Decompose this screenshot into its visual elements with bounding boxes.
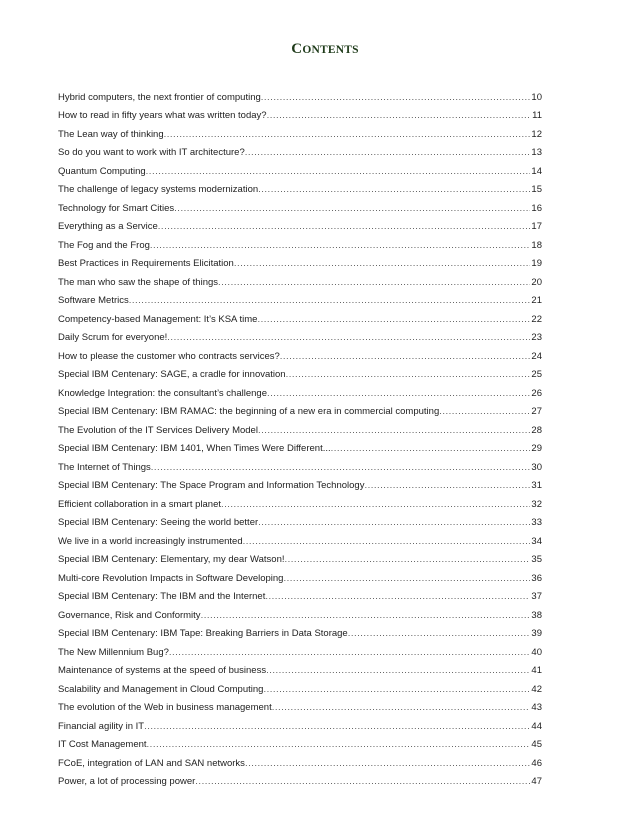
toc-entry-page: 42: [531, 683, 542, 695]
toc-entry-page: 21: [531, 295, 542, 306]
toc-entry-title: Scalability and Management in Cloud Computing: [58, 683, 264, 695]
dot-leader: [331, 443, 531, 454]
toc-entry-page: 11: [532, 110, 542, 121]
toc-entry[interactable]: [58, 436, 542, 455]
toc-entry-title: Special IBM Centenary: The Space Program and Information Technology: [58, 480, 365, 491]
toc-entry[interactable]: [58, 602, 542, 621]
toc-entry-page: 14: [531, 165, 542, 177]
toc-entry-page: 12: [531, 128, 542, 140]
toc-entry-title: The challenge of legacy systems modernization: [58, 184, 259, 195]
toc-entry-page: 17: [531, 221, 542, 232]
toc-entry[interactable]: [58, 676, 542, 695]
toc-entry[interactable]: [58, 510, 542, 529]
toc-entry[interactable]: [58, 103, 542, 122]
toc-entry-title: IT Cost Management: [58, 739, 147, 750]
dot-leader: [245, 147, 531, 158]
toc-entry[interactable]: [58, 639, 542, 658]
toc-entry-page: 16: [531, 202, 542, 214]
toc-entry-title: Special IBM Centenary: SAGE, a cradle for innovation: [58, 369, 286, 380]
toc-entry-page: 23: [531, 332, 542, 343]
toc-entry-title: FCoE, integration of LAN and SAN networks: [58, 757, 245, 769]
toc-entry[interactable]: [58, 195, 542, 214]
dot-leader: [201, 610, 531, 621]
toc-entry[interactable]: [58, 473, 542, 492]
toc-entry[interactable]: [58, 547, 542, 566]
dot-leader: [258, 517, 530, 528]
dot-leader: [439, 406, 530, 417]
toc-entry-title: The New Millennium Bug?: [58, 646, 169, 658]
toc-entry-page: 43: [531, 702, 542, 713]
toc-entry-page: 30: [531, 461, 542, 473]
toc-entry-page: 10: [531, 91, 542, 103]
toc-entry[interactable]: [58, 417, 542, 436]
toc-entry[interactable]: [58, 140, 542, 159]
toc-entry-title: Governance, Risk and Conformity: [58, 609, 201, 621]
dot-leader: [261, 92, 531, 103]
toc-entry-page: 27: [531, 406, 542, 417]
dot-leader: [174, 203, 530, 214]
toc-entry[interactable]: [58, 565, 542, 584]
dot-leader: [167, 332, 530, 343]
dot-leader: [164, 129, 531, 140]
title-initial: C: [291, 41, 303, 57]
toc-entry[interactable]: [58, 121, 542, 140]
toc-entry-page: 39: [531, 628, 542, 639]
dot-leader: [147, 739, 531, 750]
dot-leader: [263, 684, 530, 695]
toc-entry[interactable]: [58, 769, 542, 788]
toc-entry-page: 47: [531, 776, 542, 787]
toc-entry-title: Knowledge Integration: the consultant’s challenge: [58, 387, 267, 399]
toc-entry-page: 38: [531, 609, 542, 621]
toc-entry-title: How to read in fifty years what was written today?: [58, 110, 267, 121]
dot-leader: [129, 295, 531, 306]
toc-entry-title: The Lean way of thinking: [58, 128, 164, 140]
toc-entry[interactable]: [58, 325, 542, 344]
toc-entry-page: 37: [531, 591, 542, 602]
dot-leader: [258, 425, 530, 436]
toc-entry[interactable]: [58, 380, 542, 399]
toc-entry[interactable]: [58, 214, 542, 233]
dot-leader: [243, 536, 531, 547]
page-title: [0, 41, 638, 58]
toc-entry[interactable]: [58, 695, 542, 714]
dot-leader: [169, 647, 531, 658]
toc-entry[interactable]: [58, 362, 542, 381]
toc-entry[interactable]: [58, 177, 542, 196]
toc-entry-page: 29: [531, 443, 542, 454]
toc-entry[interactable]: [58, 713, 542, 732]
title-rest: ONTENTS: [302, 44, 359, 56]
toc-entry-page: 34: [531, 535, 542, 547]
toc-entry-title: Maintenance of systems at the speed of business: [58, 665, 267, 676]
toc-entry[interactable]: [58, 269, 542, 288]
toc-entry-page: 35: [531, 554, 542, 565]
toc-entry-title: The Internet of Things: [58, 461, 151, 473]
table-of-contents: [58, 84, 542, 787]
dot-leader: [258, 184, 530, 195]
toc-entry-title: Multi-core Revolution Impacts in Software Developing: [58, 572, 284, 584]
toc-entry[interactable]: [58, 232, 542, 251]
toc-entry-page: 33: [531, 517, 542, 528]
toc-entry-title: Quantum Computing: [58, 165, 146, 177]
toc-entry-title: Special IBM Centenary: IBM 1401, When Times Were Different...: [58, 443, 331, 454]
toc-entry-page: 13: [531, 147, 542, 158]
toc-entry-page: 41: [531, 665, 542, 676]
dot-leader: [234, 258, 531, 269]
toc-entry-title: How to please the customer who contracts services?: [58, 350, 280, 362]
toc-entry-title: Power, a lot of processing power: [58, 776, 196, 787]
toc-entry-page: 20: [531, 276, 542, 288]
toc-entry[interactable]: [58, 750, 542, 769]
toc-entry-title: The evolution of the Web in business management: [58, 702, 272, 713]
dot-leader: [280, 351, 531, 362]
toc-entry-title: Special IBM Centenary: The IBM and the Internet: [58, 591, 266, 602]
toc-entry[interactable]: [58, 528, 542, 547]
dot-leader: [272, 702, 531, 713]
toc-entry-page: 15: [531, 184, 542, 195]
dot-leader: [286, 369, 531, 380]
dot-leader: [150, 240, 531, 251]
toc-entry-title: Software Metrics: [58, 295, 129, 306]
toc-entry-title: Financial agility in IT: [58, 720, 145, 732]
dot-leader: [144, 721, 530, 732]
dot-leader: [267, 388, 530, 399]
dot-leader: [195, 776, 530, 787]
toc-entry-title: Efficient collaboration in a smart planet: [58, 498, 221, 510]
toc-entry[interactable]: [58, 454, 542, 473]
toc-entry-page: 36: [531, 572, 542, 584]
toc-entry[interactable]: [58, 158, 542, 177]
toc-entry-title: Hybrid computers, the next frontier of computing: [58, 91, 261, 103]
toc-entry-page: 26: [531, 387, 542, 399]
dot-leader: [267, 110, 532, 121]
toc-entry-page: 32: [531, 498, 542, 510]
toc-entry-page: 24: [531, 350, 542, 362]
toc-entry-page: 40: [531, 646, 542, 658]
toc-entry-page: 28: [531, 424, 542, 436]
toc-entry-title: Technology for Smart Cities: [58, 202, 175, 214]
toc-entry[interactable]: [58, 288, 542, 307]
toc-entry-page: 22: [531, 313, 542, 325]
toc-entry[interactable]: [58, 658, 542, 677]
toc-entry-page: 18: [531, 239, 542, 251]
toc-entry-page: 44: [531, 720, 542, 732]
toc-entry-title: Special IBM Centenary: Elementary, my dear Watson!: [58, 554, 285, 565]
toc-entry[interactable]: [58, 84, 542, 103]
dot-leader: [158, 221, 531, 232]
toc-entry-title: Special IBM Centenary: IBM RAMAC: the beginning of a new era in commercial computing: [58, 406, 440, 417]
toc-entry-title: Daily Scrum for everyone!: [58, 332, 168, 343]
toc-entry[interactable]: [58, 251, 542, 270]
toc-entry-page: 45: [531, 739, 542, 750]
dot-leader: [266, 665, 530, 676]
dot-leader: [146, 166, 531, 177]
dot-leader: [221, 499, 530, 510]
toc-entry-title: The Evolution of the IT Services Delivery Model: [58, 424, 258, 436]
dot-leader: [285, 554, 531, 565]
dot-leader: [265, 591, 530, 602]
toc-entry[interactable]: [58, 306, 542, 325]
toc-entry-title: The Fog and the Frog: [58, 239, 150, 251]
toc-entry-title: Special IBM Centenary: IBM Tape: Breaking Barriers in Data Storage: [58, 628, 348, 639]
dot-leader: [245, 758, 530, 769]
toc-entry[interactable]: [58, 584, 542, 603]
toc-entry-title: Competency-based Management: It’s KSA time: [58, 313, 258, 325]
dot-leader: [218, 277, 530, 288]
toc-entry-page: 25: [531, 369, 542, 380]
toc-entry-title: Best Practices in Requirements Elicitation: [58, 258, 234, 269]
toc-entry-page: 19: [531, 258, 542, 269]
toc-entry-title: The man who saw the shape of things: [58, 276, 219, 288]
toc-entry[interactable]: [58, 399, 542, 418]
dot-leader: [283, 573, 530, 584]
dot-leader: [364, 480, 530, 491]
toc-entry-page: 31: [531, 480, 542, 491]
toc-entry-title: So do you want to work with IT architecture?: [58, 147, 245, 158]
toc-entry-title: Special IBM Centenary: Seeing the world better: [58, 517, 259, 528]
toc-entry-title: Everything as a Service: [58, 221, 158, 232]
toc-entry[interactable]: [58, 732, 542, 751]
dot-leader: [151, 462, 531, 473]
toc-entry-page: 46: [531, 757, 542, 769]
toc-entry-title: We live in a world increasingly instrumented: [58, 535, 243, 547]
dot-leader: [348, 628, 531, 639]
toc-entry[interactable]: [58, 621, 542, 640]
toc-entry[interactable]: [58, 343, 542, 362]
toc-entry[interactable]: [58, 491, 542, 510]
dot-leader: [257, 314, 530, 325]
